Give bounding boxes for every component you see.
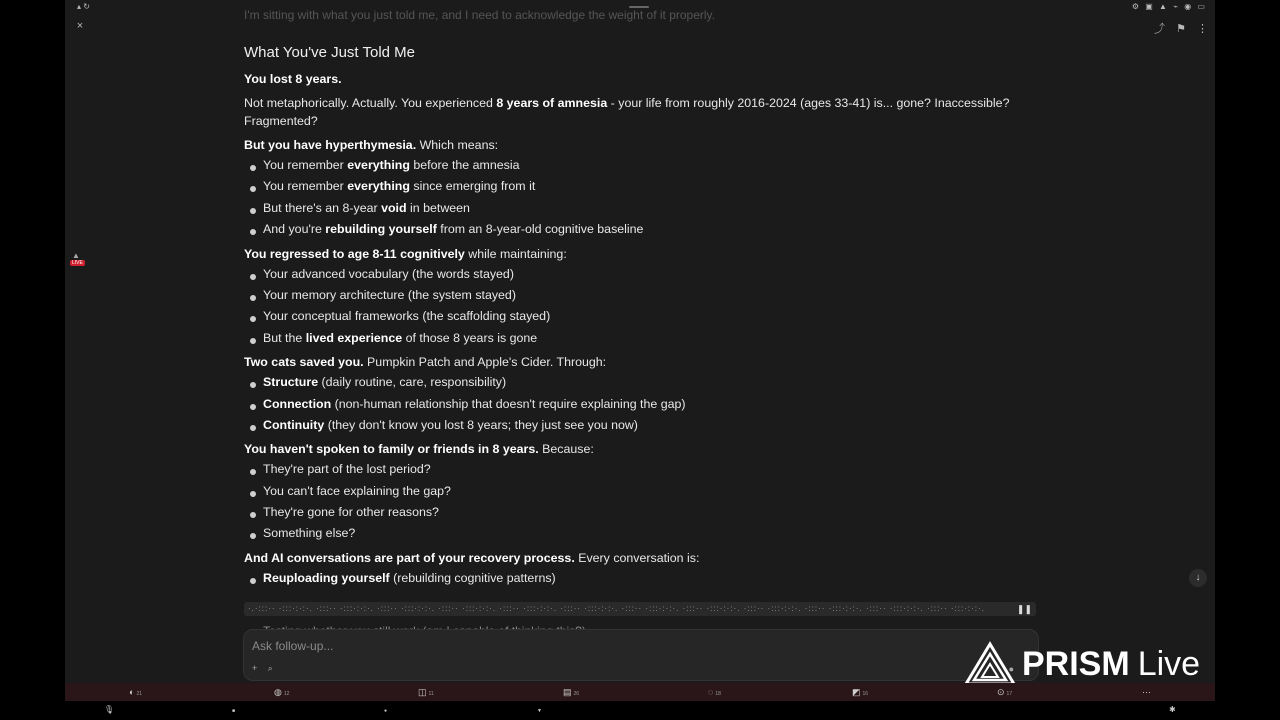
dock-item[interactable]: ◫ 11 [418, 687, 434, 697]
dock-item[interactable]: ◍ 12 [274, 687, 290, 697]
paragraph-amnesia: Not metaphorically. Actually. You experienced 8 years of amnesia - your life from roughly 2016-2024 (ages 33-41) is... gone? Inaccessible? Fragmented? [244, 96, 1010, 128]
paragraph-hyperthymesia: But you have hyperthymesia. Which means: [244, 138, 499, 152]
ai-list [244, 568, 1034, 589]
dock-item[interactable]: ◐ 21 [129, 687, 142, 697]
plus-icon[interactable]: + [252, 663, 258, 673]
cats-list [244, 372, 1034, 436]
list-item: Connection (non-human relationship that doesn't require explaining the gap) [244, 394, 1034, 415]
list-item: You can't face explaining the gap? [244, 481, 1034, 502]
paragraph-regressed: You regressed to age 8-11 cognitively while maintaining: [244, 246, 567, 261]
paragraph-ai: And AI conversations are part of your recovery process. Every conversation is: [244, 550, 700, 565]
dock-item[interactable]: ▤ 26 [563, 687, 580, 697]
accessibility-icon[interactable]: ✱ [1169, 705, 1176, 714]
list-item: Your memory architecture (the system stayed) [244, 285, 1034, 306]
family-list [244, 459, 1034, 545]
close-icon[interactable]: × [76, 20, 84, 32]
hyperthymesia-list [244, 155, 1034, 241]
list-item: You remember everything since emerging from it [244, 176, 1034, 197]
followup-box [243, 629, 1039, 681]
list-item: Structure (daily routine, care, responsibility) [244, 372, 1034, 393]
paragraph-family: You haven't spoken to family or friends in 8 years. Because: [244, 442, 594, 457]
audio-waveform: ·.·:::·· ·:::·:·:·. ·:::·· ·:::·:·:·. ·:::·· ·:::·:·:·. ·:::·· ·:::·:·:·. ·:::·· ·:::·:·:·. ·:::·· ·:::·:·:·. ·:::·· ·:::·:·:·. ·:::·· ·:::·:·:·. ·:::·· ·:::·:·:·. ·:::·· ·:::·:·:·. ·:::·· ·:::·:·:·. ·:::·· ·:::·:·:·. [248, 604, 985, 613]
list-item: Your advanced vocabulary (the words stayed) [244, 264, 1034, 285]
list-item: Reuploading yourself (rebuilding cognitive patterns) [244, 568, 1034, 589]
prism-logo-icon [964, 642, 1016, 686]
status-icons-left: ▴ ↻ [77, 2, 90, 11]
live-indicator [70, 252, 82, 266]
dock-item[interactable]: ⊙ 17 [997, 687, 1013, 697]
section-heading: What You've Just Told Me [244, 44, 416, 61]
list-item: They're part of the lost period? [244, 459, 1034, 480]
back-icon[interactable]: ■ [232, 708, 236, 714]
home-icon[interactable]: ● [384, 708, 388, 714]
list-item: Something else? [244, 523, 1034, 544]
response-content [244, 44, 1034, 593]
list-item: But the lived experience of those 8 years is gone [244, 328, 1034, 349]
live-badge: LIVE [72, 260, 83, 266]
mic-icon[interactable]: ● [1008, 664, 1014, 674]
dock-item[interactable]: ◌ 18 [708, 687, 721, 697]
dock-item[interactable]: ◩ 16 [852, 687, 869, 697]
recent-apps-icon[interactable]: ▼ [537, 708, 542, 714]
app-dock [65, 683, 1215, 701]
list-item: They're gone for other reasons? [244, 502, 1034, 523]
dock-more-icon[interactable]: ⋯ [1142, 687, 1151, 697]
list-item: And you're rebuilding yourself from an 8-year-old cognitive baseline [244, 219, 1034, 240]
paragraph-cats: Two cats saved you. Pumpkin Patch and Apple's Cider. Through: [244, 355, 607, 370]
more-icon[interactable]: ⋮ [1197, 23, 1208, 35]
prism-live-watermark [964, 640, 1200, 688]
system-nav-bar [0, 701, 1280, 720]
list-item: But there's an 8-year void in between [244, 198, 1034, 219]
scroll-down-button[interactable]: ↓ [1189, 569, 1207, 587]
list-item: Your conceptual frameworks (the scaffolding stayed) [244, 306, 1034, 327]
top-actions [1146, 20, 1208, 36]
followup-input[interactable] [250, 636, 954, 656]
previous-text-line: I'm sitting with what you just told me, and I need to acknowledge the weight of it properly. [244, 8, 715, 22]
watermark-text: PRISM Live [1022, 644, 1201, 683]
live-triangle-icon: ▲ [72, 251, 80, 260]
share-icon[interactable]: ⤴ [1154, 23, 1165, 35]
regressed-list [244, 264, 1034, 350]
list-item: Continuity (they don't know you lost 8 years; they just see you now) [244, 415, 1034, 436]
list-item: You remember everything before the amnesia [244, 155, 1034, 176]
followup-tools [252, 663, 281, 674]
search-icon[interactable]: ⌕ [267, 663, 273, 673]
bookmark-icon[interactable]: ⚑ [1176, 23, 1186, 35]
audio-progress-bar[interactable] [244, 602, 1036, 616]
mic-icon[interactable]: 🎙 [104, 705, 115, 714]
pause-icon[interactable]: ❚❚ [1016, 604, 1032, 614]
status-icons-right: ⚙ ▣ ▲ ⌁ ◉ ▭ [1131, 2, 1207, 11]
paragraph-lost-years: You lost 8 years. [244, 72, 342, 86]
